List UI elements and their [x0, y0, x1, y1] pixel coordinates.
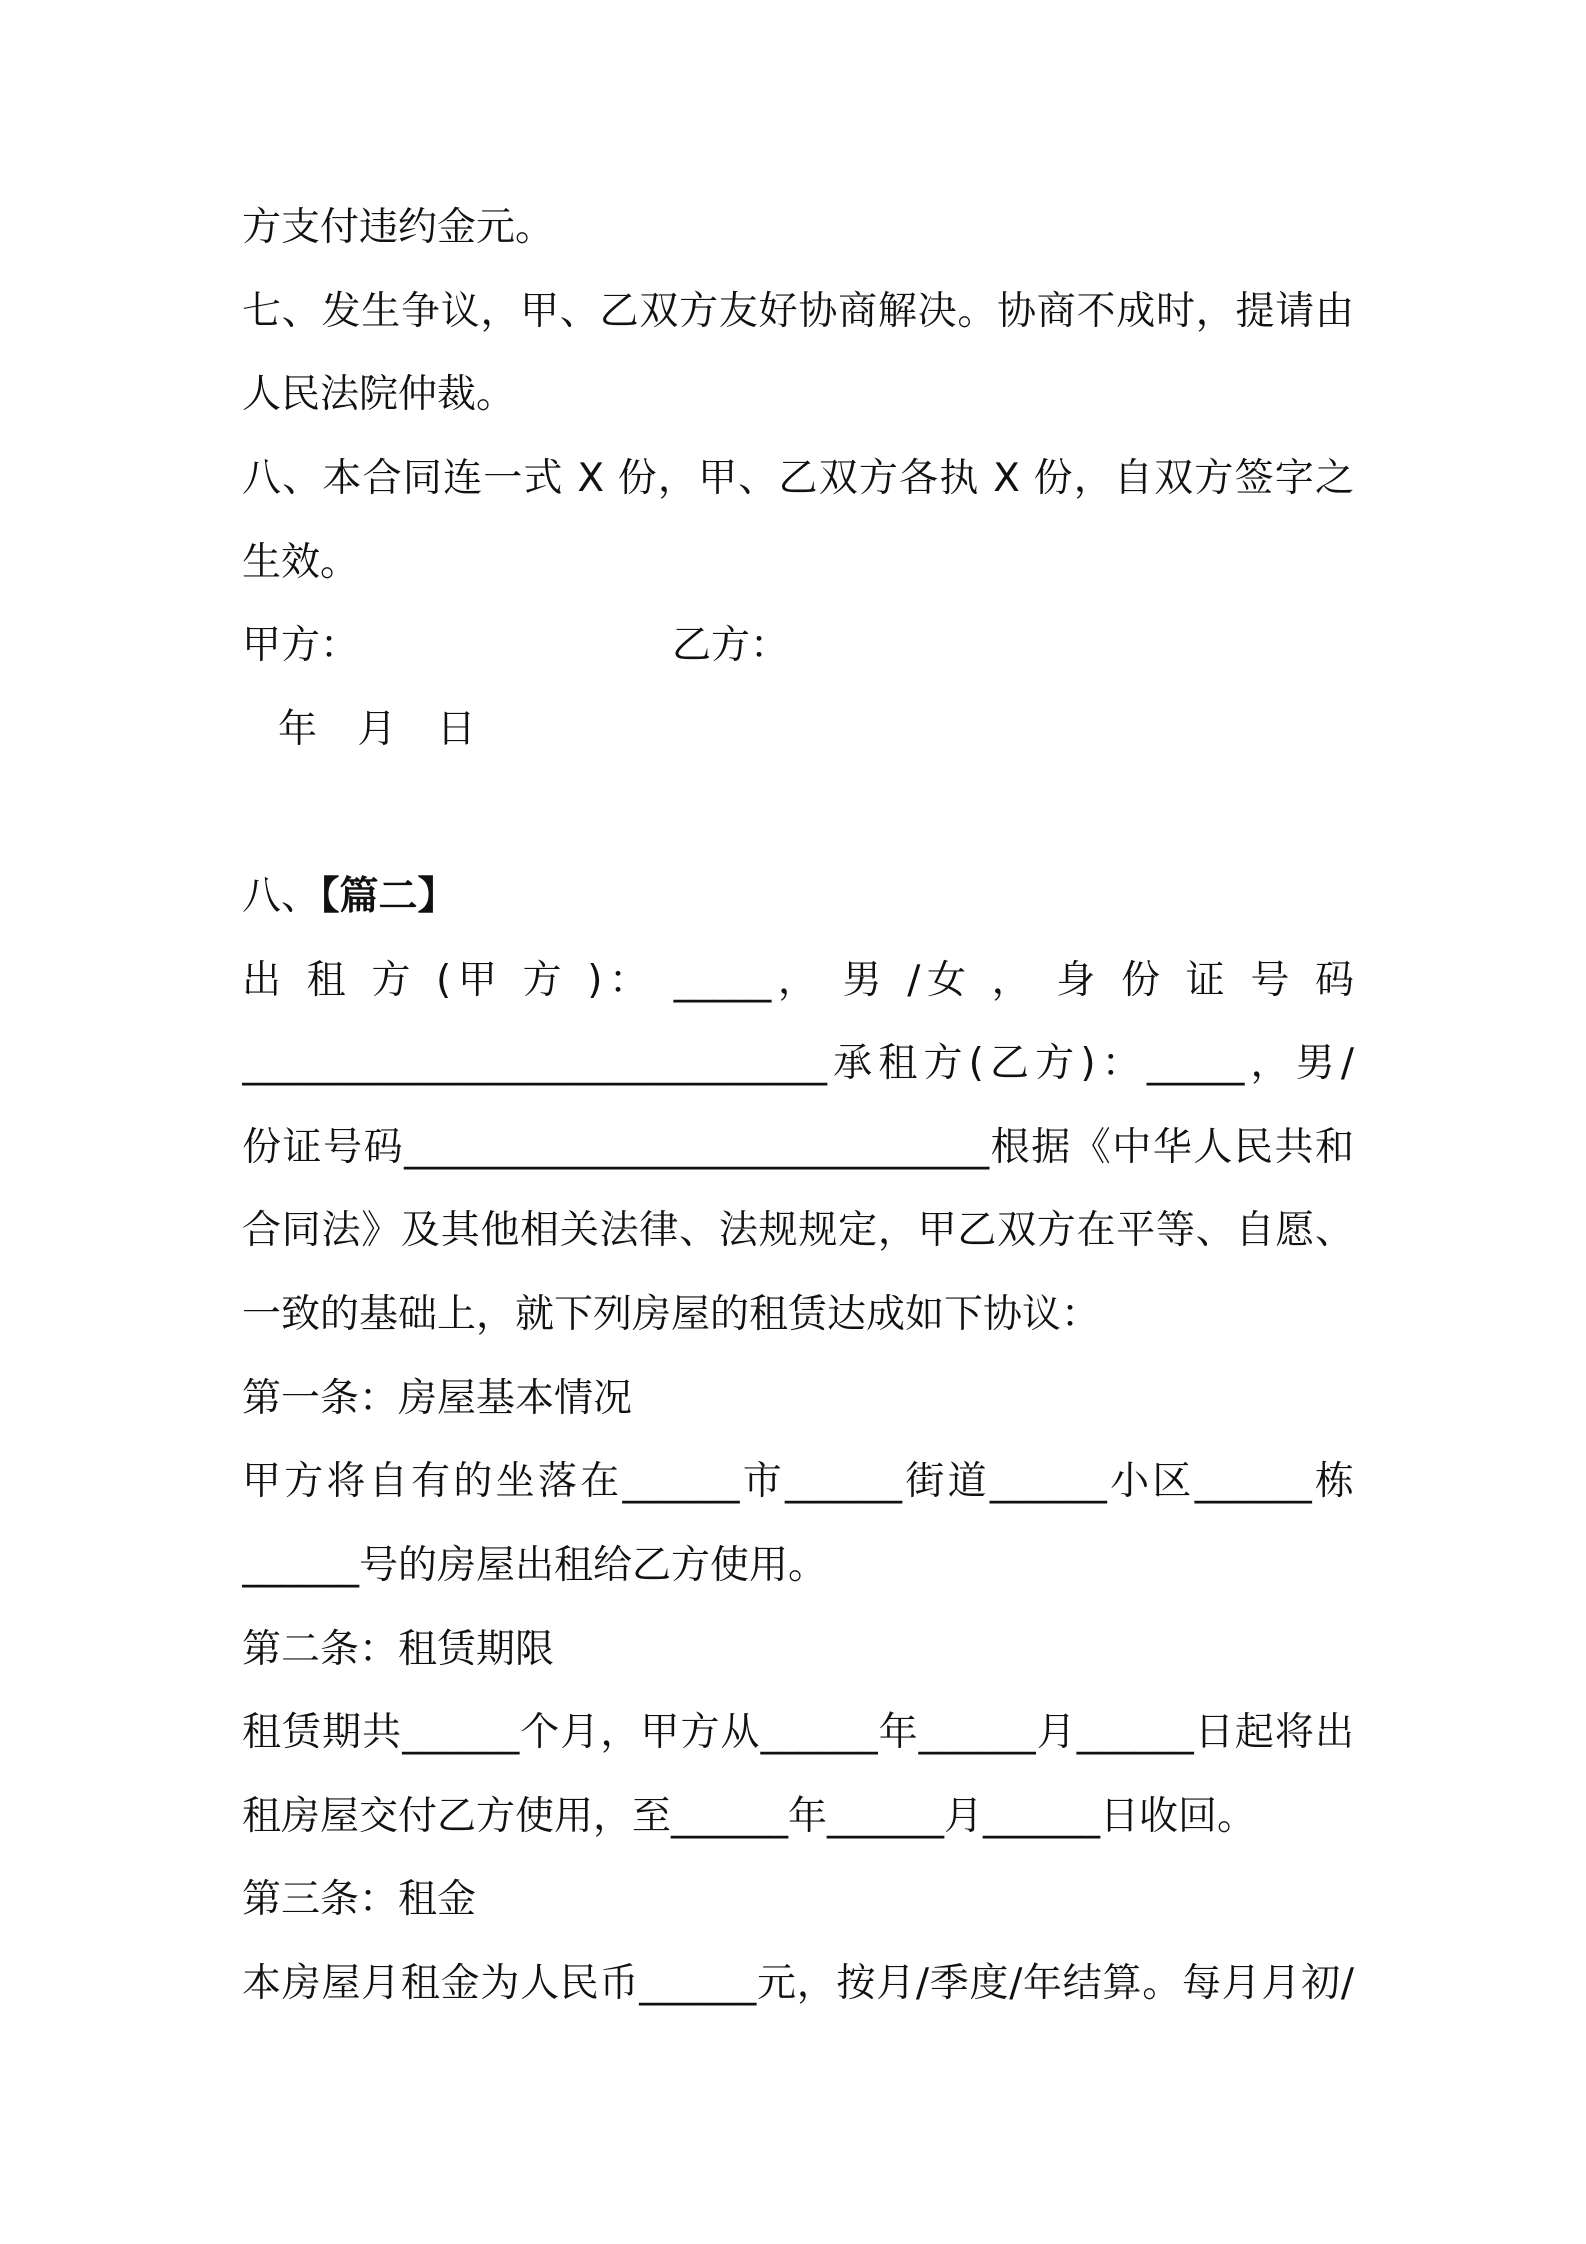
- article-heading: 第一条：房屋基本情况: [242, 1376, 633, 1421]
- party-b-signature-label: 乙方：: [672, 623, 790, 668]
- article-heading: 第三条：租金: [242, 1877, 477, 1922]
- paragraph-line: 租赁期共______个月，甲方从______年______月______日起将出: [242, 1710, 1354, 1755]
- section-number: 八、: [242, 874, 321, 919]
- section-title: 【篇二】: [320, 874, 457, 919]
- paragraph-line: ______________________________承租方(乙方)：_____，男/: [242, 1041, 1354, 1086]
- paragraph-line: 份证号码______________________________根据《中华人民共和: [242, 1125, 1354, 1170]
- section-heading: [242, 855, 1354, 939]
- paragraph-line: 生效。: [242, 540, 360, 585]
- paragraph-line: 方支付违约金元。: [242, 205, 555, 250]
- paragraph-line: 一致的基础上，就下列房屋的租赁达成如下协议：: [242, 1292, 1101, 1337]
- paragraph-line: 甲方将自有的坐落在______市______街道______小区______栋: [242, 1459, 1354, 1504]
- signature-date: 年 月 日: [278, 707, 476, 752]
- article-heading: 第二条：租赁期限: [242, 1627, 555, 1672]
- paragraph-line: 租房屋交付乙方使用，至______年______月______日收回。: [242, 1794, 1257, 1839]
- paragraph-line: 人民法院仲裁。: [242, 372, 516, 417]
- paragraph-line: 本房屋月租金为人民币______元，按月/季度/年结算。每月月初/: [242, 1961, 1354, 2006]
- signature-row: [242, 604, 1354, 688]
- paragraph-line: 合同法》及其他相关法律、法规规定，甲乙双方在平等、自愿、: [242, 1208, 1354, 1253]
- paragraph-line: ______号的房屋出租给乙方使用。: [242, 1543, 828, 1588]
- clause-seven-line: 七、发生争议，甲、乙双方友好协商解决。协商不成时，提请由: [242, 289, 1354, 334]
- clause-eight-line: 八、本合同连一式 X 份，甲、乙双方各执 X 份，自双方签字之: [242, 456, 1354, 501]
- party-a-signature-label: 甲方：: [242, 623, 360, 668]
- paragraph-line: 出 租 方 (甲 方 )： _____， 男 /女 ， 身 份 证 号 码: [242, 958, 1354, 1003]
